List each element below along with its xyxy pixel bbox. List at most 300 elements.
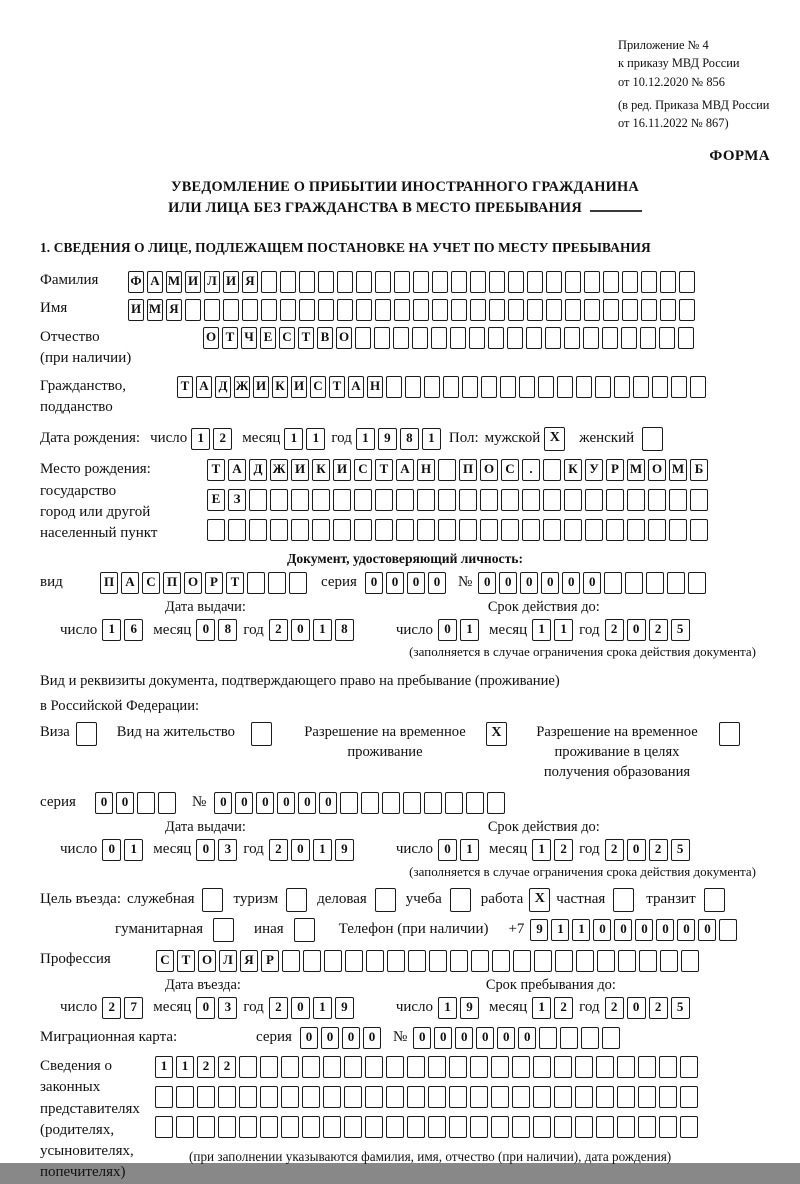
char-cell[interactable]: 1 [102, 619, 121, 641]
char-cell[interactable]: 0 [562, 572, 580, 594]
char-cell[interactable] [564, 327, 580, 349]
char-cell[interactable] [491, 1056, 509, 1078]
checkbox-transit[interactable] [704, 888, 725, 912]
checkbox-work[interactable]: X [529, 888, 550, 912]
char-cell[interactable]: 2 [269, 997, 288, 1019]
char-cell[interactable]: С [156, 950, 174, 972]
char-cell[interactable] [557, 376, 573, 398]
char-cell[interactable] [543, 489, 561, 511]
char-cell[interactable] [354, 519, 372, 541]
char-cell[interactable]: И [253, 376, 269, 398]
checkbox-humanitarian[interactable] [213, 918, 234, 942]
char-cell[interactable]: П [459, 459, 477, 481]
char-cell[interactable]: Е [260, 327, 276, 349]
char-cell[interactable]: 0 [614, 919, 632, 941]
char-cell[interactable] [617, 1116, 635, 1138]
char-cell[interactable] [641, 299, 657, 321]
char-cell[interactable] [318, 299, 334, 321]
char-cell[interactable] [680, 1056, 698, 1078]
char-cell[interactable] [302, 1116, 320, 1138]
char-cell[interactable] [576, 376, 592, 398]
char-cell[interactable] [438, 489, 456, 511]
char-cell[interactable]: 1 [460, 619, 479, 641]
char-cell[interactable] [281, 1086, 299, 1108]
char-cell[interactable]: И [128, 299, 144, 321]
char-cell[interactable] [280, 299, 296, 321]
char-cell[interactable]: 1 [306, 428, 325, 450]
char-cell[interactable]: 2 [605, 619, 624, 641]
char-cell[interactable]: 0 [235, 792, 253, 814]
char-cell[interactable] [239, 1056, 257, 1078]
char-cell[interactable]: Д [215, 376, 231, 398]
char-cell[interactable]: 0 [455, 1027, 473, 1049]
char-cell[interactable] [260, 1086, 278, 1108]
char-cell[interactable] [669, 489, 687, 511]
char-cell[interactable]: 0 [593, 919, 611, 941]
checkbox-business[interactable] [375, 888, 396, 912]
char-cell[interactable]: 0 [656, 919, 674, 941]
char-cell[interactable]: 1 [124, 839, 143, 861]
char-cell[interactable] [617, 1056, 635, 1078]
char-cell[interactable] [223, 299, 239, 321]
char-cell[interactable] [606, 489, 624, 511]
char-cell[interactable]: И [291, 459, 309, 481]
char-cell[interactable] [413, 271, 429, 293]
char-cell[interactable] [627, 489, 645, 511]
char-cell[interactable] [302, 1086, 320, 1108]
checkbox-visa[interactable] [76, 722, 97, 746]
char-cell[interactable] [137, 792, 155, 814]
char-cell[interactable]: 0 [518, 1027, 536, 1049]
char-cell[interactable] [302, 1056, 320, 1078]
char-cell[interactable] [597, 950, 615, 972]
char-cell[interactable] [539, 1027, 557, 1049]
char-cell[interactable] [512, 1116, 530, 1138]
char-cell[interactable]: 2 [213, 428, 232, 450]
char-cell[interactable]: 2 [197, 1056, 215, 1078]
char-cell[interactable] [445, 792, 463, 814]
char-cell[interactable] [324, 950, 342, 972]
char-cell[interactable] [268, 572, 286, 594]
char-cell[interactable]: 9 [335, 839, 354, 861]
char-cell[interactable]: Д [249, 459, 267, 481]
char-cell[interactable]: Р [261, 950, 279, 972]
char-cell[interactable] [466, 792, 484, 814]
char-cell[interactable] [617, 1086, 635, 1108]
char-cell[interactable] [470, 1086, 488, 1108]
char-cell[interactable] [638, 1086, 656, 1108]
char-cell[interactable] [333, 519, 351, 541]
char-cell[interactable] [323, 1116, 341, 1138]
char-cell[interactable] [639, 950, 657, 972]
char-cell[interactable] [564, 519, 582, 541]
char-cell[interactable]: О [336, 327, 352, 349]
char-cell[interactable]: 2 [269, 619, 288, 641]
char-cell[interactable]: . [522, 459, 540, 481]
char-cell[interactable]: 0 [583, 572, 601, 594]
char-cell[interactable]: Ж [234, 376, 250, 398]
checkbox-official[interactable] [202, 888, 223, 912]
char-cell[interactable]: 1 [460, 839, 479, 861]
char-cell[interactable] [522, 519, 540, 541]
char-cell[interactable]: 0 [95, 792, 113, 814]
char-cell[interactable] [545, 327, 561, 349]
char-cell[interactable] [678, 327, 694, 349]
char-cell[interactable] [603, 299, 619, 321]
char-cell[interactable]: И [223, 271, 239, 293]
char-cell[interactable] [394, 299, 410, 321]
char-cell[interactable] [176, 1086, 194, 1108]
char-cell[interactable]: С [142, 572, 160, 594]
char-cell[interactable]: 2 [554, 839, 573, 861]
char-cell[interactable] [260, 1056, 278, 1078]
char-cell[interactable] [155, 1086, 173, 1108]
char-cell[interactable]: 1 [176, 1056, 194, 1078]
char-cell[interactable] [375, 271, 391, 293]
char-cell[interactable] [533, 1056, 551, 1078]
char-cell[interactable] [690, 519, 708, 541]
char-cell[interactable] [508, 299, 524, 321]
char-cell[interactable] [625, 572, 643, 594]
char-cell[interactable]: Б [690, 459, 708, 481]
char-cell[interactable] [648, 519, 666, 541]
char-cell[interactable] [501, 489, 519, 511]
char-cell[interactable] [280, 271, 296, 293]
checkbox-study[interactable] [450, 888, 471, 912]
char-cell[interactable] [312, 489, 330, 511]
char-cell[interactable]: Р [205, 572, 223, 594]
char-cell[interactable] [534, 950, 552, 972]
char-cell[interactable] [450, 327, 466, 349]
char-cell[interactable]: О [203, 327, 219, 349]
char-cell[interactable] [584, 299, 600, 321]
char-cell[interactable]: Т [222, 327, 238, 349]
char-cell[interactable]: 1 [532, 619, 551, 641]
char-cell[interactable]: З [228, 489, 246, 511]
char-cell[interactable]: М [147, 299, 163, 321]
char-cell[interactable] [375, 519, 393, 541]
char-cell[interactable] [345, 950, 363, 972]
char-cell[interactable]: 0 [196, 619, 215, 641]
char-cell[interactable] [648, 489, 666, 511]
char-cell[interactable] [659, 1116, 677, 1138]
char-cell[interactable] [407, 1116, 425, 1138]
char-cell[interactable] [595, 376, 611, 398]
char-cell[interactable] [660, 950, 678, 972]
char-cell[interactable] [526, 327, 542, 349]
char-cell[interactable] [462, 376, 478, 398]
char-cell[interactable] [375, 299, 391, 321]
char-cell[interactable] [386, 1116, 404, 1138]
char-cell[interactable] [340, 792, 358, 814]
char-cell[interactable] [641, 271, 657, 293]
char-cell[interactable] [281, 1116, 299, 1138]
char-cell[interactable]: 0 [196, 997, 215, 1019]
char-cell[interactable] [365, 1116, 383, 1138]
char-cell[interactable] [356, 299, 372, 321]
char-cell[interactable]: Я [240, 950, 258, 972]
char-cell[interactable] [659, 1086, 677, 1108]
char-cell[interactable]: К [564, 459, 582, 481]
char-cell[interactable] [527, 271, 543, 293]
checkbox-male[interactable]: X [544, 427, 565, 451]
char-cell[interactable] [249, 489, 267, 511]
char-cell[interactable] [451, 271, 467, 293]
char-cell[interactable] [355, 327, 371, 349]
char-cell[interactable] [554, 1116, 572, 1138]
char-cell[interactable]: 2 [649, 997, 668, 1019]
char-cell[interactable]: 0 [102, 839, 121, 861]
char-cell[interactable] [481, 376, 497, 398]
char-cell[interactable]: О [198, 950, 216, 972]
char-cell[interactable]: 1 [284, 428, 303, 450]
char-cell[interactable]: 9 [378, 428, 397, 450]
checkbox-rvp[interactable]: X [486, 722, 507, 746]
char-cell[interactable] [470, 271, 486, 293]
char-cell[interactable] [512, 1086, 530, 1108]
char-cell[interactable] [291, 519, 309, 541]
char-cell[interactable] [451, 299, 467, 321]
char-cell[interactable]: 0 [321, 1027, 339, 1049]
char-cell[interactable] [261, 299, 277, 321]
char-cell[interactable] [583, 327, 599, 349]
char-cell[interactable]: Т [226, 572, 244, 594]
char-cell[interactable] [428, 1056, 446, 1078]
char-cell[interactable]: 9 [335, 997, 354, 1019]
char-cell[interactable]: Р [606, 459, 624, 481]
checkbox-tourism[interactable] [286, 888, 307, 912]
char-cell[interactable]: 0 [300, 1027, 318, 1049]
char-cell[interactable] [396, 519, 414, 541]
char-cell[interactable] [386, 376, 402, 398]
char-cell[interactable] [299, 271, 315, 293]
char-cell[interactable] [690, 489, 708, 511]
char-cell[interactable]: 0 [365, 572, 383, 594]
char-cell[interactable]: 1 [551, 919, 569, 941]
char-cell[interactable] [247, 572, 265, 594]
char-cell[interactable] [688, 572, 706, 594]
char-cell[interactable] [323, 1056, 341, 1078]
char-cell[interactable]: 1 [554, 619, 573, 641]
char-cell[interactable] [417, 519, 435, 541]
char-cell[interactable]: С [279, 327, 295, 349]
char-cell[interactable] [690, 376, 706, 398]
char-cell[interactable] [270, 519, 288, 541]
char-cell[interactable]: Т [298, 327, 314, 349]
char-cell[interactable]: 1 [191, 428, 210, 450]
char-cell[interactable] [356, 271, 372, 293]
char-cell[interactable]: С [310, 376, 326, 398]
char-cell[interactable] [408, 950, 426, 972]
char-cell[interactable]: 0 [478, 572, 496, 594]
char-cell[interactable]: М [627, 459, 645, 481]
char-cell[interactable] [470, 299, 486, 321]
char-cell[interactable] [239, 1116, 257, 1138]
char-cell[interactable]: П [100, 572, 118, 594]
char-cell[interactable]: 0 [291, 839, 310, 861]
char-cell[interactable] [576, 950, 594, 972]
char-cell[interactable]: 0 [196, 839, 215, 861]
char-cell[interactable] [680, 1116, 698, 1138]
char-cell[interactable] [554, 1086, 572, 1108]
char-cell[interactable] [424, 376, 440, 398]
char-cell[interactable]: 2 [649, 619, 668, 641]
char-cell[interactable] [522, 489, 540, 511]
char-cell[interactable]: 0 [541, 572, 559, 594]
char-cell[interactable] [249, 519, 267, 541]
char-cell[interactable]: 1 [438, 997, 457, 1019]
char-cell[interactable]: 0 [298, 792, 316, 814]
char-cell[interactable] [638, 1056, 656, 1078]
char-cell[interactable] [387, 950, 405, 972]
char-cell[interactable] [575, 1086, 593, 1108]
char-cell[interactable]: 0 [627, 997, 646, 1019]
char-cell[interactable] [471, 950, 489, 972]
char-cell[interactable]: М [669, 459, 687, 481]
char-cell[interactable]: Н [417, 459, 435, 481]
char-cell[interactable] [375, 489, 393, 511]
char-cell[interactable]: А [196, 376, 212, 398]
char-cell[interactable] [554, 1056, 572, 1078]
char-cell[interactable] [492, 950, 510, 972]
char-cell[interactable]: Л [204, 271, 220, 293]
char-cell[interactable]: 0 [434, 1027, 452, 1049]
char-cell[interactable] [469, 327, 485, 349]
char-cell[interactable]: 0 [291, 619, 310, 641]
checkbox-private[interactable] [613, 888, 634, 912]
char-cell[interactable] [581, 1027, 599, 1049]
char-cell[interactable] [403, 792, 421, 814]
char-cell[interactable]: 0 [256, 792, 274, 814]
char-cell[interactable] [622, 299, 638, 321]
char-cell[interactable] [407, 1086, 425, 1108]
char-cell[interactable] [667, 572, 685, 594]
char-cell[interactable] [176, 1116, 194, 1138]
char-cell[interactable]: Я [242, 271, 258, 293]
char-cell[interactable] [417, 489, 435, 511]
char-cell[interactable] [382, 792, 400, 814]
checkbox-female[interactable] [642, 427, 663, 451]
char-cell[interactable] [393, 327, 409, 349]
char-cell[interactable] [621, 327, 637, 349]
char-cell[interactable]: 0 [116, 792, 134, 814]
char-cell[interactable]: О [184, 572, 202, 594]
char-cell[interactable]: 3 [218, 997, 237, 1019]
char-cell[interactable] [218, 1116, 236, 1138]
char-cell[interactable]: 2 [605, 839, 624, 861]
char-cell[interactable]: 0 [520, 572, 538, 594]
char-cell[interactable]: Т [207, 459, 225, 481]
checkbox-rvp-education[interactable] [719, 722, 740, 746]
checkbox-residence-permit[interactable] [251, 722, 272, 746]
char-cell[interactable] [242, 299, 258, 321]
char-cell[interactable] [602, 1027, 620, 1049]
char-cell[interactable] [204, 299, 220, 321]
char-cell[interactable] [638, 1116, 656, 1138]
char-cell[interactable] [197, 1086, 215, 1108]
char-cell[interactable]: 5 [671, 997, 690, 1019]
char-cell[interactable] [228, 519, 246, 541]
char-cell[interactable] [487, 792, 505, 814]
char-cell[interactable] [533, 1116, 551, 1138]
char-cell[interactable] [431, 327, 447, 349]
char-cell[interactable]: Я [166, 299, 182, 321]
char-cell[interactable] [428, 1116, 446, 1138]
char-cell[interactable]: 0 [499, 572, 517, 594]
char-cell[interactable]: А [147, 271, 163, 293]
char-cell[interactable] [513, 950, 531, 972]
char-cell[interactable] [679, 271, 695, 293]
char-cell[interactable] [239, 1086, 257, 1108]
char-cell[interactable] [680, 1086, 698, 1108]
char-cell[interactable]: 0 [497, 1027, 515, 1049]
char-cell[interactable] [459, 489, 477, 511]
char-cell[interactable] [575, 1116, 593, 1138]
char-cell[interactable]: К [272, 376, 288, 398]
char-cell[interactable] [501, 519, 519, 541]
char-cell[interactable]: 9 [460, 997, 479, 1019]
char-cell[interactable]: 8 [400, 428, 419, 450]
char-cell[interactable] [303, 950, 321, 972]
char-cell[interactable] [669, 519, 687, 541]
char-cell[interactable] [412, 327, 428, 349]
char-cell[interactable] [374, 327, 390, 349]
char-cell[interactable] [470, 1116, 488, 1138]
char-cell[interactable] [344, 1116, 362, 1138]
char-cell[interactable] [282, 950, 300, 972]
char-cell[interactable] [564, 489, 582, 511]
char-cell[interactable] [155, 1116, 173, 1138]
char-cell[interactable] [386, 1056, 404, 1078]
char-cell[interactable] [491, 1086, 509, 1108]
char-cell[interactable] [660, 271, 676, 293]
char-cell[interactable] [488, 327, 504, 349]
char-cell[interactable]: К [312, 459, 330, 481]
char-cell[interactable]: 3 [218, 839, 237, 861]
char-cell[interactable] [405, 376, 421, 398]
char-cell[interactable] [603, 271, 619, 293]
char-cell[interactable] [585, 519, 603, 541]
char-cell[interactable]: И [291, 376, 307, 398]
char-cell[interactable] [480, 489, 498, 511]
char-cell[interactable] [519, 376, 535, 398]
char-cell[interactable]: Н [367, 376, 383, 398]
char-cell[interactable] [218, 1086, 236, 1108]
char-cell[interactable] [281, 1056, 299, 1078]
char-cell[interactable]: 5 [671, 619, 690, 641]
char-cell[interactable] [533, 1086, 551, 1108]
checkbox-other[interactable] [294, 918, 315, 942]
char-cell[interactable]: 1 [532, 839, 551, 861]
char-cell[interactable]: 0 [386, 572, 404, 594]
char-cell[interactable]: С [354, 459, 372, 481]
char-cell[interactable]: О [648, 459, 666, 481]
char-cell[interactable]: 1 [313, 997, 332, 1019]
char-cell[interactable]: Ф [128, 271, 144, 293]
char-cell[interactable] [366, 950, 384, 972]
char-cell[interactable] [565, 271, 581, 293]
char-cell[interactable] [602, 327, 618, 349]
char-cell[interactable] [640, 327, 656, 349]
char-cell[interactable] [450, 950, 468, 972]
char-cell[interactable]: 5 [671, 839, 690, 861]
char-cell[interactable] [614, 376, 630, 398]
char-cell[interactable]: 2 [649, 839, 668, 861]
char-cell[interactable]: 0 [635, 919, 653, 941]
char-cell[interactable] [337, 299, 353, 321]
char-cell[interactable]: 7 [124, 997, 143, 1019]
char-cell[interactable] [500, 376, 516, 398]
